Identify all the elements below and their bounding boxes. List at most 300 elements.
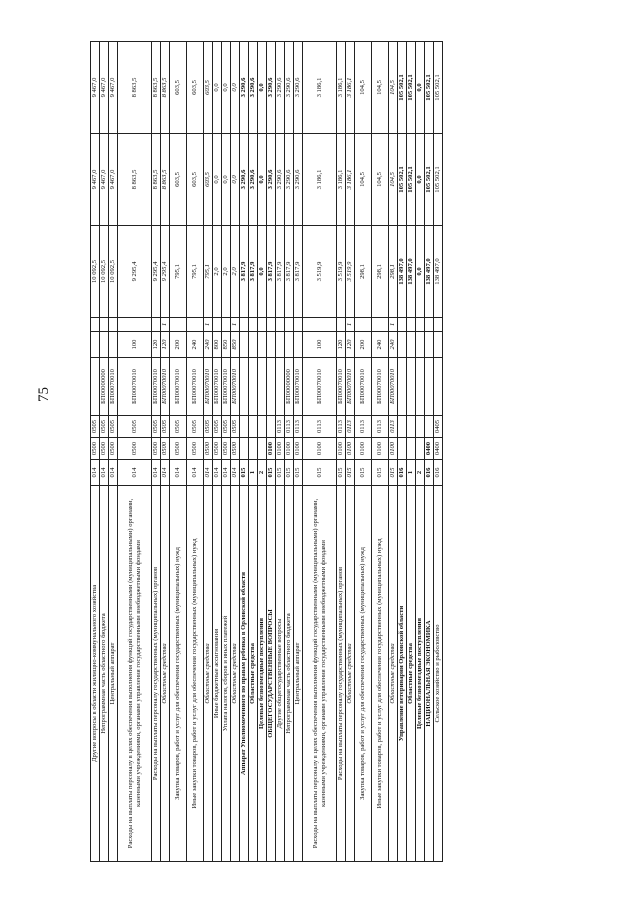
cell-sum-2: 105 502,1 [425, 134, 434, 226]
cell-sum-1: 138 497,0 [425, 226, 434, 318]
cell-ved: 014 [231, 460, 240, 486]
cell-podrazdel: 0505 [100, 416, 109, 438]
cell-ved: 016 [398, 460, 407, 486]
cell-vr: 850 [231, 332, 240, 358]
row-name: Другие вопросы в области жилищно-коммунального хозяйства [91, 486, 100, 862]
cell-sum-3: 105 502,1 [407, 42, 416, 134]
table-row [303, 42, 337, 862]
cell-podrazdel: 0505 [91, 416, 100, 438]
cell-podrazdel [407, 416, 416, 438]
cell-sum-2: 3 290,6 [276, 134, 285, 226]
cell-source [434, 318, 443, 332]
table-row [187, 42, 204, 862]
cell-sum-2: 0,0 [213, 134, 222, 226]
cell-vr [91, 332, 100, 358]
row-name: Иные бюджетные ассигнования [213, 486, 222, 862]
cell-sum-2: 0,0 [222, 134, 231, 226]
row-name: Областные средства [161, 486, 170, 862]
cell-razdel [407, 438, 416, 460]
cell-podrazdel: 0505 [204, 416, 213, 438]
cell-vr: 100 [303, 332, 337, 358]
cell-podrazdel: 0505 [222, 416, 231, 438]
table-row [152, 42, 161, 862]
row-name: Областные средства [204, 486, 213, 862]
table-row [346, 42, 355, 862]
table-row [389, 42, 398, 862]
row-name: Областные средства [389, 486, 398, 862]
cell-podrazdel [398, 416, 407, 438]
cell-ved: 1 [249, 460, 258, 486]
cell-sum-2: 0,0 [258, 134, 267, 226]
cell-sum-1: 3 817,9 [285, 226, 294, 318]
cell-ved: 016 [425, 460, 434, 486]
cell-razdel: 0100 [372, 438, 389, 460]
row-name: Областные средства [407, 486, 416, 862]
cell-vr [285, 332, 294, 358]
cell-ved: 014 [213, 460, 222, 486]
cell-cs: БП00070010 [213, 358, 222, 416]
cell-sum-3: 9 467,0 [100, 42, 109, 134]
cell-podrazdel: 0505 [187, 416, 204, 438]
table-row [434, 42, 443, 862]
cell-sum-2: 105 502,1 [398, 134, 407, 226]
cell-sum-2: 8 863,5 [118, 134, 152, 226]
cell-source [267, 318, 276, 332]
cell-sum-2: 8 863,5 [152, 134, 161, 226]
cell-cs [258, 358, 267, 416]
cell-ved: 015 [355, 460, 372, 486]
cell-podrazdel: 0505 [118, 416, 152, 438]
cell-sum-1: 0,0 [258, 226, 267, 318]
cell-source [100, 318, 109, 332]
cell-sum-2: 3 186,1 [337, 134, 346, 226]
row-name: Целевые безвозмездные поступления [416, 486, 425, 862]
cell-source [398, 318, 407, 332]
cell-cs: БП00070010 [337, 358, 346, 416]
cell-podrazdel: 0113 [372, 416, 389, 438]
cell-cs: БП00070010 [204, 358, 213, 416]
cell-cs: БП00070010 [346, 358, 355, 416]
row-name: Непрограммная часть областного бюджета [100, 486, 109, 862]
row-name: Другие общегосударственные вопросы [276, 486, 285, 862]
cell-podrazdel: 0113 [337, 416, 346, 438]
cell-vr [407, 332, 416, 358]
cell-sum-3: 0,0 [213, 42, 222, 134]
cell-razdel [249, 438, 258, 460]
cell-sum-1: 3 817,9 [294, 226, 303, 318]
cell-vr [249, 332, 258, 358]
cell-sum-2: 3 290,6 [294, 134, 303, 226]
cell-ved: 014 [204, 460, 213, 486]
cell-razdel: 0400 [425, 438, 434, 460]
cell-sum-1: 795,1 [170, 226, 187, 318]
cell-sum-3: 0,0 [222, 42, 231, 134]
cell-sum-2: 0,0 [231, 134, 240, 226]
row-name: Закупка товаров, работ и услуг для обеспечения государственных (муниципальных) нужд [170, 486, 187, 862]
cell-source [213, 318, 222, 332]
cell-sum-2: 3 290,6 [285, 134, 294, 226]
table-row [258, 42, 267, 862]
cell-sum-2: 104,5 [355, 134, 372, 226]
cell-razdel: 0500 [204, 438, 213, 460]
cell-source [372, 318, 389, 332]
cell-razdel: 0500 [118, 438, 152, 460]
row-name: ОБЩЕГОСУДАРСТВЕННЫЕ ВОПРОСЫ [267, 486, 276, 862]
cell-ved: 1 [407, 460, 416, 486]
cell-source [249, 318, 258, 332]
cell-podrazdel: 0505 [109, 416, 118, 438]
cell-razdel [240, 438, 249, 460]
table-row [416, 42, 425, 862]
cell-sum-1: 795,1 [204, 226, 213, 318]
cell-sum-3: 105 502,1 [425, 42, 434, 134]
cell-vr [267, 332, 276, 358]
cell-sum-1: 9 295,4 [118, 226, 152, 318]
table-row [118, 42, 152, 862]
cell-sum-2: 603,5 [170, 134, 187, 226]
cell-cs: БП00070010 [389, 358, 398, 416]
cell-cs: БП00070010 [109, 358, 118, 416]
cell-cs: БП00070010 [355, 358, 372, 416]
cell-ved: 015 [372, 460, 389, 486]
cell-razdel: 0100 [276, 438, 285, 460]
cell-vr [240, 332, 249, 358]
cell-source: 1 [346, 318, 355, 332]
cell-cs: БП00070010 [187, 358, 204, 416]
cell-podrazdel [416, 416, 425, 438]
cell-ved: 014 [109, 460, 118, 486]
cell-cs: БП00070010 [118, 358, 152, 416]
table-row [204, 42, 213, 862]
cell-source [416, 318, 425, 332]
cell-vr: 100 [118, 332, 152, 358]
table-row [231, 42, 240, 862]
cell-podrazdel: 0505 [161, 416, 170, 438]
cell-sum-1: 298,1 [372, 226, 389, 318]
cell-cs: БП00070010 [303, 358, 337, 416]
cell-source [355, 318, 372, 332]
cell-source [276, 318, 285, 332]
cell-sum-3: 3 186,1 [346, 42, 355, 134]
cell-razdel: 0400 [434, 438, 443, 460]
table-row [276, 42, 285, 862]
row-name: Расходы на выплаты персоналу в целях обеспечения выполнения функций государственными (муниципальными) органами, казенными учреждениями, органами управления государственными внебюджетными фондами [303, 486, 337, 862]
cell-sum-1: 0,0 [416, 226, 425, 318]
cell-sum-2: 603,5 [204, 134, 213, 226]
cell-razdel: 0500 [161, 438, 170, 460]
row-name: Сельское хозяйство и рыболовство [434, 486, 443, 862]
cell-sum-3: 9 467,0 [91, 42, 100, 134]
cell-ved: 015 [276, 460, 285, 486]
cell-sum-1: 298,1 [389, 226, 398, 318]
cell-vr: 200 [170, 332, 187, 358]
cell-vr [416, 332, 425, 358]
cell-vr: 120 [161, 332, 170, 358]
cell-source [337, 318, 346, 332]
cell-cs [407, 358, 416, 416]
cell-sum-1: 138 497,0 [434, 226, 443, 318]
cell-sum-3: 3 290,6 [249, 42, 258, 134]
cell-source [187, 318, 204, 332]
cell-razdel [416, 438, 425, 460]
cell-sum-2: 105 502,1 [434, 134, 443, 226]
cell-vr: 240 [187, 332, 204, 358]
cell-sum-1: 3 519,9 [346, 226, 355, 318]
table-row [407, 42, 416, 862]
cell-razdel: 0500 [170, 438, 187, 460]
row-name: Иные закупки товаров, работ и услуг для обеспечения государственных (муниципальных) нужд [372, 486, 389, 862]
cell-ved: 014 [222, 460, 231, 486]
table-row [222, 42, 231, 862]
cell-sum-1: 3 817,9 [276, 226, 285, 318]
row-name: Расходы на выплаты персоналу в целях обеспечения выполнения функций государственными (муниципальными) органами, казенными учреждениями, органами управления государственными внебюджетными фондами [118, 486, 152, 862]
cell-sum-1: 9 295,4 [152, 226, 161, 318]
cell-podrazdel [240, 416, 249, 438]
table-row [355, 42, 372, 862]
cell-razdel: 0500 [231, 438, 240, 460]
cell-podrazdel: 0113 [303, 416, 337, 438]
row-name: Иные закупки товаров, работ и услуг для обеспечения государственных (муниципальных) нужд [187, 486, 204, 862]
cell-sum-3: 104,5 [355, 42, 372, 134]
table-row [294, 42, 303, 862]
cell-source [258, 318, 267, 332]
table-row [170, 42, 187, 862]
cell-sum-3: 0,0 [258, 42, 267, 134]
cell-vr [100, 332, 109, 358]
cell-sum-3: 3 186,1 [337, 42, 346, 134]
cell-source [407, 318, 416, 332]
cell-sum-3: 3 290,6 [240, 42, 249, 134]
cell-source: 1 [389, 318, 398, 332]
cell-cs [425, 358, 434, 416]
cell-sum-3: 3 290,6 [294, 42, 303, 134]
cell-sum-3: 3 290,6 [285, 42, 294, 134]
cell-sum-3: 3 290,6 [267, 42, 276, 134]
cell-ved: 014 [170, 460, 187, 486]
cell-razdel: 0100 [267, 438, 276, 460]
cell-vr: 800 [213, 332, 222, 358]
cell-vr: 240 [204, 332, 213, 358]
table-row [100, 42, 109, 862]
cell-sum-2: 3 186,1 [346, 134, 355, 226]
row-name: НАЦИОНАЛЬНАЯ ЭКОНОМИКА [425, 486, 434, 862]
cell-sum-1: 3 817,9 [249, 226, 258, 318]
cell-cs [91, 358, 100, 416]
cell-ved: 015 [389, 460, 398, 486]
cell-sum-1: 9 295,4 [161, 226, 170, 318]
table-row [267, 42, 276, 862]
cell-vr [434, 332, 443, 358]
cell-vr: 240 [389, 332, 398, 358]
cell-razdel: 0100 [337, 438, 346, 460]
cell-vr [276, 332, 285, 358]
cell-ved: 016 [434, 460, 443, 486]
cell-source [303, 318, 337, 332]
table-row [285, 42, 294, 862]
cell-sum-2: 3 290,6 [267, 134, 276, 226]
cell-ved: 015 [240, 460, 249, 486]
cell-source [91, 318, 100, 332]
table-row [372, 42, 389, 862]
cell-vr [425, 332, 434, 358]
cell-vr: 120 [337, 332, 346, 358]
cell-source: 1 [161, 318, 170, 332]
table-row [109, 42, 118, 862]
cell-razdel: 0500 [91, 438, 100, 460]
cell-razdel: 0100 [303, 438, 337, 460]
cell-source [118, 318, 152, 332]
cell-vr [258, 332, 267, 358]
cell-cs [240, 358, 249, 416]
cell-sum-1: 3 817,9 [267, 226, 276, 318]
cell-razdel [398, 438, 407, 460]
row-name: Центральный аппарат [109, 486, 118, 862]
cell-razdel: 0500 [109, 438, 118, 460]
cell-source [425, 318, 434, 332]
cell-podrazdel: 0113 [276, 416, 285, 438]
cell-sum-1: 2,0 [231, 226, 240, 318]
row-name: Аппарат Уполномоченного по правам ребенка в Орловской области [240, 486, 249, 862]
cell-sum-3: 105 502,1 [398, 42, 407, 134]
cell-cs [398, 358, 407, 416]
table-row [213, 42, 222, 862]
table-row [425, 42, 434, 862]
cell-sum-2: 104,5 [389, 134, 398, 226]
cell-source: 1 [204, 318, 213, 332]
cell-vr [398, 332, 407, 358]
cell-podrazdel: 0113 [346, 416, 355, 438]
table-row [337, 42, 346, 862]
cell-sum-1: 10 092,5 [109, 226, 118, 318]
cell-cs [416, 358, 425, 416]
cell-razdel: 0100 [355, 438, 372, 460]
row-name: Непрограммная часть областного бюджета [285, 486, 294, 862]
cell-sum-2: 104,5 [372, 134, 389, 226]
cell-sum-2: 9 467,0 [100, 134, 109, 226]
cell-cs: БП00070010 [294, 358, 303, 416]
page-number: 75 [36, 387, 52, 402]
cell-sum-1: 298,1 [355, 226, 372, 318]
table-body [91, 42, 443, 862]
cell-podrazdel: 0505 [152, 416, 161, 438]
cell-razdel: 0100 [389, 438, 398, 460]
cell-razdel: 0500 [213, 438, 222, 460]
cell-razdel: 0500 [100, 438, 109, 460]
cell-sum-2: 3 290,6 [240, 134, 249, 226]
table-row [91, 42, 100, 862]
cell-sum-3: 8 863,5 [118, 42, 152, 134]
rotated-page-content [90, 42, 443, 862]
cell-podrazdel [249, 416, 258, 438]
row-name: Уплата налогов, сборов и иных платежей [222, 486, 231, 862]
cell-sum-1: 10 092,5 [100, 226, 109, 318]
cell-source [222, 318, 231, 332]
cell-vr: 200 [355, 332, 372, 358]
cell-sum-1: 3 519,9 [337, 226, 346, 318]
cell-cs [276, 358, 285, 416]
cell-ved: 014 [118, 460, 152, 486]
cell-sum-3: 0,0 [231, 42, 240, 134]
cell-ved: 014 [100, 460, 109, 486]
table-row [398, 42, 407, 862]
row-name: Целевые безвозмездные поступления [258, 486, 267, 862]
cell-sum-3: 105 502,1 [434, 42, 443, 134]
row-name: Управление ветеринарии Орловской области [398, 486, 407, 862]
table-row [161, 42, 170, 862]
cell-sum-2: 9 467,0 [91, 134, 100, 226]
row-name: Расходы на выплаты персоналу государственных (муниципальных) органов [152, 486, 161, 862]
cell-podrazdel [267, 416, 276, 438]
cell-ved: 014 [152, 460, 161, 486]
cell-source [170, 318, 187, 332]
cell-vr [109, 332, 118, 358]
cell-sum-3: 3 290,6 [276, 42, 285, 134]
cell-ved: 015 [303, 460, 337, 486]
cell-cs: БП00070010 [170, 358, 187, 416]
cell-razdel: 0100 [294, 438, 303, 460]
cell-sum-1: 10 092,5 [91, 226, 100, 318]
cell-ved: 014 [91, 460, 100, 486]
cell-sum-1: 138 497,0 [407, 226, 416, 318]
cell-sum-2: 8 863,5 [161, 134, 170, 226]
cell-sum-3: 603,5 [170, 42, 187, 134]
cell-ved: 014 [161, 460, 170, 486]
cell-sum-3: 104,5 [372, 42, 389, 134]
cell-podrazdel: 0113 [355, 416, 372, 438]
row-name: Расходы на выплаты персоналу государственных (муниципальных) органов [337, 486, 346, 862]
cell-cs: БП00070010 [231, 358, 240, 416]
cell-sum-2: 3 186,1 [303, 134, 337, 226]
cell-vr: 120 [346, 332, 355, 358]
cell-sum-3: 9 467,0 [109, 42, 118, 134]
cell-sum-1: 795,1 [187, 226, 204, 318]
cell-source [240, 318, 249, 332]
cell-podrazdel: 0505 [170, 416, 187, 438]
table-row [240, 42, 249, 862]
cell-sum-2: 9 467,0 [109, 134, 118, 226]
cell-cs: БП00070010 [152, 358, 161, 416]
cell-sum-1: 2,0 [222, 226, 231, 318]
cell-razdel: 0500 [222, 438, 231, 460]
cell-sum-1: 138 497,0 [398, 226, 407, 318]
cell-sum-3: 8 863,5 [152, 42, 161, 134]
cell-sum-2: 105 502,1 [407, 134, 416, 226]
cell-vr: 850 [222, 332, 231, 358]
cell-cs [434, 358, 443, 416]
cell-sum-1: 2,0 [213, 226, 222, 318]
cell-sum-2: 603,5 [187, 134, 204, 226]
cell-source: 1 [231, 318, 240, 332]
cell-ved: 2 [416, 460, 425, 486]
cell-cs: БП00070010 [161, 358, 170, 416]
cell-razdel: 0500 [152, 438, 161, 460]
cell-source [294, 318, 303, 332]
cell-ved: 015 [346, 460, 355, 486]
row-name: Центральный аппарат [294, 486, 303, 862]
cell-sum-2: 3 290,6 [249, 134, 258, 226]
cell-sum-3: 3 186,1 [303, 42, 337, 134]
row-name: Областные средства [346, 486, 355, 862]
row-name: Областные средства [231, 486, 240, 862]
cell-ved: 015 [294, 460, 303, 486]
row-name: Областные средства [249, 486, 258, 862]
cell-sum-1: 3 519,9 [303, 226, 337, 318]
cell-cs [267, 358, 276, 416]
cell-razdel: 0100 [346, 438, 355, 460]
cell-cs: БП00000000 [100, 358, 109, 416]
cell-vr: 240 [372, 332, 389, 358]
cell-cs [249, 358, 258, 416]
